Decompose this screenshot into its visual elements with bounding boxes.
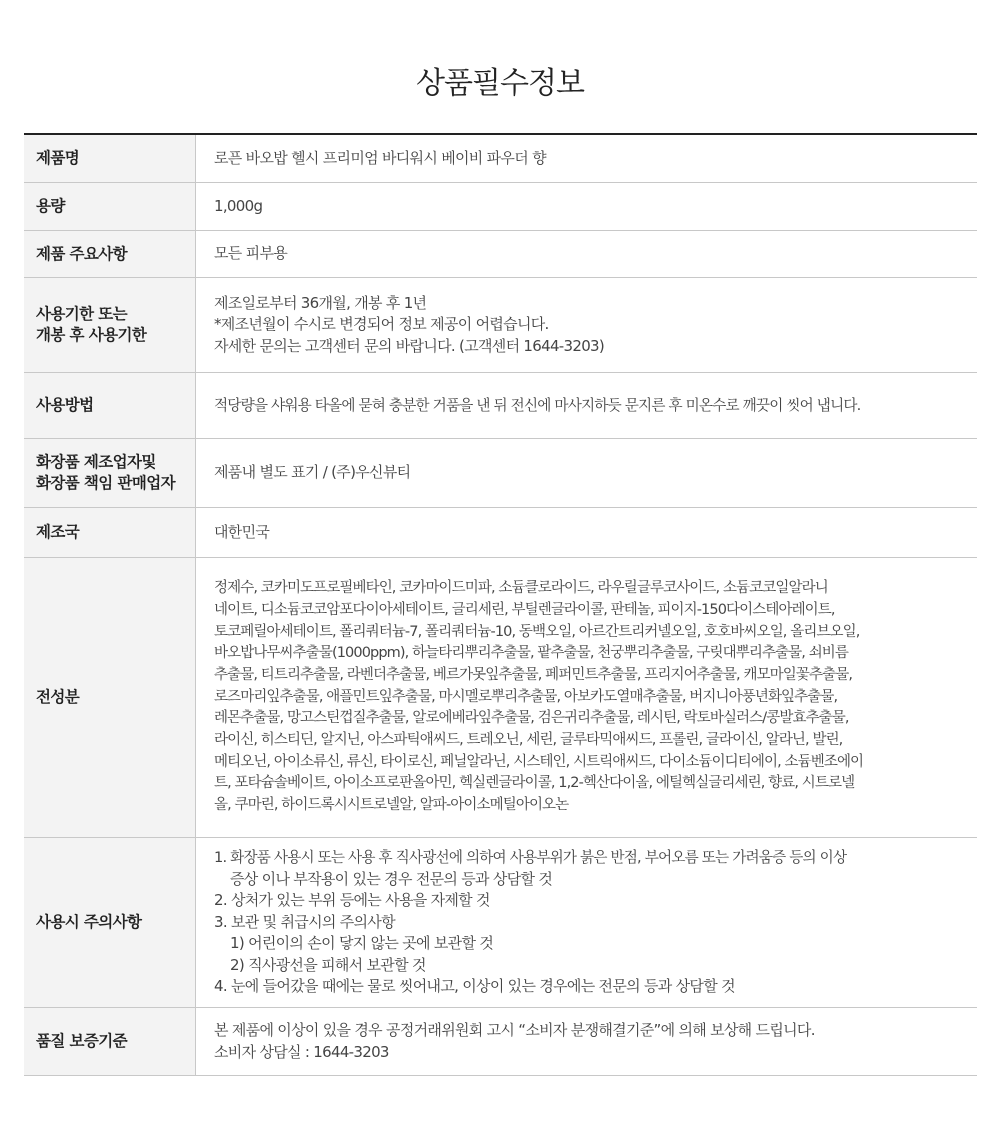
row-cautions — [24, 838, 977, 1008]
usage-text: 적당량을 샤워용 타올에 묻혀 충분한 거품을 낸 뒤 전신에 마사지하듯 문지른 후 미온수로 깨끗이 씻어 냅니다. — [214, 396, 861, 414]
value-usage — [196, 373, 977, 438]
caution-item: 1. 화장품 사용시 또는 사용 후 직사광선에 의하여 사용부위가 붉은 반점, 부어오름 또는 가려움증 등의 이상 — [214, 849, 847, 867]
label-origin: 제조국 — [24, 508, 196, 557]
label-product-name: 제품명 — [24, 135, 196, 182]
ingredients-line: 라이신, 히스티딘, 알지닌, 아스파틱애씨드, 트레오닌, 세린, 글루타믹애씨드, 프롤린, 글라이신, 알라닌, 발린, — [214, 732, 843, 749]
row-expiry — [24, 278, 977, 373]
label-expiry — [24, 278, 196, 372]
manufacturer-text: 제품내 별도 표기 / (주)우신뷰티 — [214, 463, 411, 482]
expiry-line: 제조일로부터 36개월, 개봉 후 1년 — [214, 293, 427, 312]
row-product-name — [24, 135, 977, 183]
label-main-spec: 제품 주요사항 — [24, 231, 196, 277]
value-ingredients — [196, 558, 977, 837]
label-manufacturer-line: 화장품 제조업자및 — [36, 453, 156, 471]
page-title: 상품필수정보 — [416, 66, 584, 101]
label-manufacturer-line: 화장품 책임 판매업자 — [36, 474, 175, 492]
product-info-table — [24, 133, 977, 1076]
label-usage: 사용방법 — [24, 373, 196, 438]
value-product-name — [196, 135, 977, 182]
ingredients-line: 올, 쿠마린, 하이드록시시트로넬알, 알파-아이소메틸아이오논 — [214, 797, 569, 814]
ingredients-line: 바오밥나무씨추출물(1000ppm), 하늘타리뿌리추출물, 팥추출물, 천궁뿌리추출물, 구릿대뿌리추출물, 쇠비름 — [214, 645, 849, 662]
label-quality: 품질 보증기준 — [24, 1008, 196, 1075]
caution-item: 2. 상처가 있는 부위 등에는 사용을 자제할 것 — [214, 891, 490, 910]
ingredients-line: 로즈마리잎추출물, 애플민트잎추출물, 마시멜로뿌리추출물, 아보카도열매추출물, 버지니아풍년화잎추출물, — [214, 688, 838, 705]
caution-item: 증상 이나 부작용이 있는 경우 전문의 등과 상담할 것 — [230, 869, 553, 888]
row-manufacturer — [24, 439, 977, 508]
row-usage — [24, 373, 977, 439]
row-capacity — [24, 183, 977, 231]
row-main-spec — [24, 231, 977, 278]
ingredients-line: 레몬추출물, 망고스틴껍질추출물, 알로에베라잎추출물, 검은귀리추출물, 레시틴, 락토바실러스/콩발효추출물, — [214, 710, 849, 727]
product-name-text: 로픈 바오밥 헬시 프리미엄 바디워시 베이비 파우더 향 — [214, 148, 546, 167]
caution-item: 3. 보관 및 취급시의 주의사항 — [214, 912, 395, 931]
label-cautions: 사용시 주의사항 — [24, 838, 196, 1007]
quality-line: 본 제품에 이상이 있을 경우 공정거래위원회 고시 “소비자 분쟁해결기준”에 의해 보상해 드립니다. — [214, 1021, 815, 1039]
label-expiry-line: 개봉 후 사용기한 — [36, 326, 147, 344]
value-origin — [196, 508, 977, 557]
value-main-spec — [196, 231, 977, 277]
value-manufacturer — [196, 439, 977, 507]
value-quality — [196, 1008, 977, 1075]
ingredients-line: 네이트, 디소듐코코암포다이아세테이트, 글리세린, 부틸렌글라이콜, 판테놀, 피이지-150다이스테아레이트, — [214, 601, 835, 618]
ingredients-line: 메티오닌, 아이소류신, 류신, 타이로신, 페닐알라닌, 시스테인, 시트릭애씨드, 다이소듐이디티에이, 소듐벤조에이 — [214, 753, 864, 770]
label-capacity: 용량 — [24, 183, 196, 230]
label-expiry-line: 사용기한 또는 — [36, 305, 128, 323]
main-spec-text: 모든 피부용 — [214, 244, 288, 263]
ingredients-line: 토코페릴아세테이트, 폴리쿼터늄-7, 폴리쿼터늄-10, 동백오일, 아르간트리커넬오일, 호호바씨오일, 올리브오일, — [214, 623, 860, 640]
expiry-line: 자세한 문의는 고객센터 문의 바랍니다. (고객센터 1644-3203) — [214, 336, 605, 355]
caution-item: 1) 어린이의 손이 닿지 않는 곳에 보관할 것 — [230, 934, 494, 953]
value-expiry — [196, 278, 977, 372]
label-manufacturer — [24, 439, 196, 507]
ingredients-line: 추출물, 티트리추출물, 라벤더추출물, 베르가못잎추출물, 페퍼민트추출물, 프리지어추출물, 캐모마일꽃추출물, — [214, 666, 853, 683]
ingredients-line: 트, 포타슘솔베이트, 아이소프로판올아민, 헥실렌글라이콜, 1,2-헥산다이올, 에틸헥실글리세린, 향료, 시트로넬 — [214, 775, 855, 792]
row-origin — [24, 508, 977, 558]
caution-item: 4. 눈에 들어갔을 때에는 물로 씻어내고, 이상이 있는 경우에는 전문의 등과 상담할 것 — [214, 977, 735, 996]
origin-text: 대한민국 — [214, 522, 270, 541]
ingredients-line: 정제수, 코카미도프로필베타인, 코카마이드미파, 소듐클로라이드, 라우릴글루코사이드, 소듐코코일알라니 — [214, 580, 828, 597]
caution-item: 2) 직사광선을 피해서 보관할 것 — [230, 955, 426, 974]
label-ingredients: 전성분 — [24, 558, 196, 837]
expiry-line: *제조년월이 수시로 변경되어 정보 제공이 어렵습니다. — [214, 315, 549, 334]
capacity-text: 1,000g — [214, 196, 263, 215]
row-quality — [24, 1008, 977, 1076]
value-cautions — [196, 838, 977, 1007]
value-capacity — [196, 183, 977, 230]
row-ingredients — [24, 558, 977, 838]
quality-line: 소비자 상담실 : 1644-3203 — [214, 1042, 389, 1061]
